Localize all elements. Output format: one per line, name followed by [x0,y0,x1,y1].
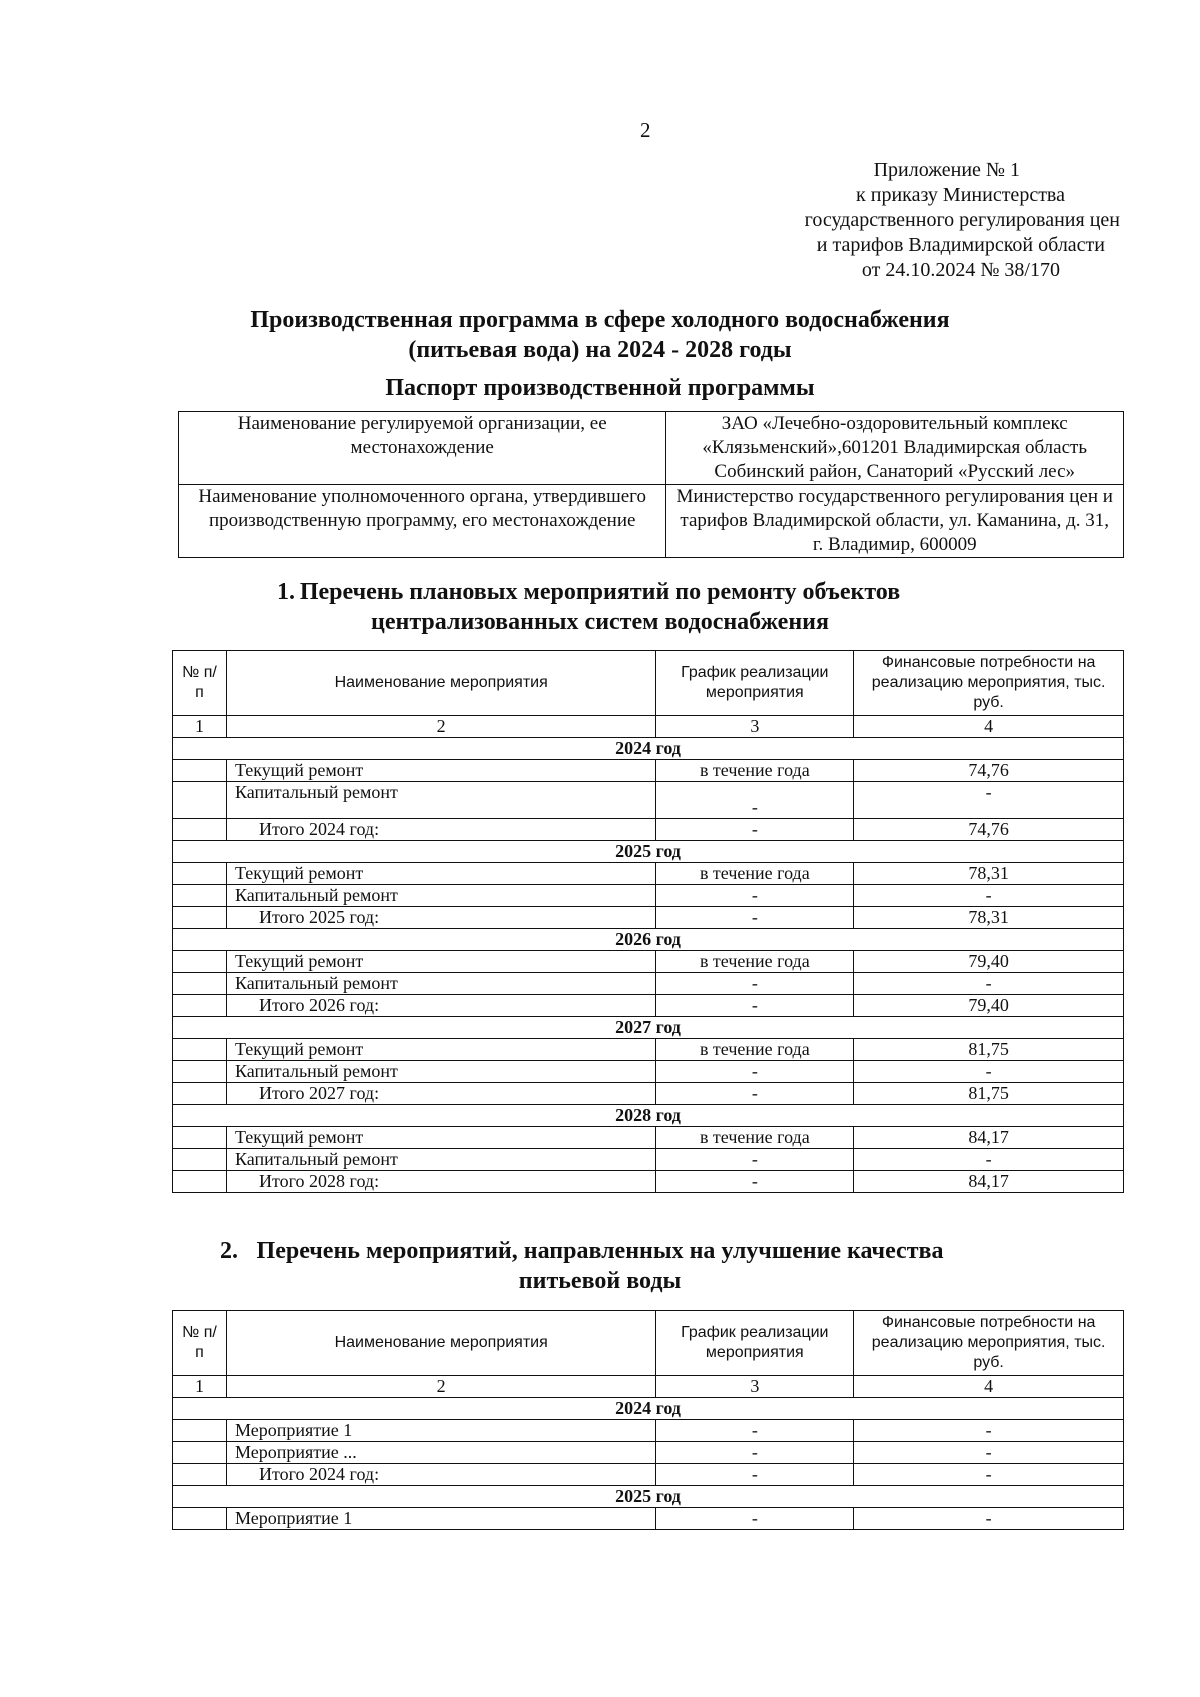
section-title-line: Перечень мероприятий, направленных на улучшение качества [256,1238,944,1264]
appendix-line: от 24.10.2024 № 38/170 [861,259,1060,281]
activity-name: Итого 2026 год: [226,995,655,1017]
row-number-cell [173,1442,227,1464]
finance-cell: - [854,1442,1124,1464]
activity-name: Итого 2025 год: [226,907,655,929]
col-header-name: Наименование мероприятия [226,1311,655,1376]
schedule-cell: - [656,819,854,841]
row-number-cell [173,1061,227,1083]
table-row [173,995,1124,1017]
activity-name: Итого 2024 год: [226,1464,655,1486]
schedule-cell: в течение года [656,951,854,973]
page-number: 2 [640,118,651,142]
passport-row [179,412,1124,485]
table-header-row [173,651,1124,716]
finance-cell: - [854,1464,1124,1486]
row-number-cell [173,1149,227,1171]
finance-cell: 79,40 [854,995,1124,1017]
section-title-line: централизованных систем водоснабжения [371,609,829,635]
finance-cell: - [854,973,1124,995]
section-1-table [172,650,1124,1193]
year-group-row [173,841,1124,863]
row-number-cell [173,782,227,819]
col-header-num: № п/п [173,651,227,716]
row-number-cell [173,907,227,929]
finance-cell: 81,75 [854,1039,1124,1061]
row-number-cell [173,1171,227,1193]
appendix-line: государственного регулирования цен [804,209,1120,231]
column-number-row [173,1376,1124,1398]
column-number-row [173,716,1124,738]
year-label: 2024 год [173,1398,1124,1420]
schedule-cell: - [656,995,854,1017]
passport-label: Наименование уполномоченного органа, утвердившего производственную программу, его местонахождение [179,485,666,558]
row-number-cell [173,1127,227,1149]
row-number-cell [173,760,227,782]
col-number: 4 [854,716,1124,738]
table-row [173,973,1124,995]
appendix-line: и тарифов Владимирской области [816,234,1105,256]
year-label: 2026 год [173,929,1124,951]
activity-name: Текущий ремонт [226,760,655,782]
table-row [173,1039,1124,1061]
section-2-table [172,1310,1124,1530]
section-title-line: питьевой воды [518,1268,682,1294]
schedule-cell: - [656,1442,854,1464]
table-row [173,1420,1124,1442]
year-group-row [173,1105,1124,1127]
year-label: 2025 год [173,1486,1124,1508]
table-row [173,1061,1124,1083]
col-number: 2 [226,716,655,738]
schedule-cell: - [656,782,854,819]
col-number: 1 [173,716,227,738]
table-row [173,1127,1124,1149]
col-number: 3 [656,716,854,738]
year-group-row [173,738,1124,760]
finance-cell: 79,40 [854,951,1124,973]
table-row [173,885,1124,907]
finance-cell: - [854,1508,1124,1530]
schedule-cell: в течение года [656,863,854,885]
row-number-cell [173,1508,227,1530]
row-number-cell [173,1039,227,1061]
schedule-cell: - [656,907,854,929]
table-row [173,1508,1124,1530]
table-row [173,951,1124,973]
table-row [173,760,1124,782]
row-number-cell [173,973,227,995]
col-header-schedule: График реализации мероприятия [656,1311,854,1376]
table-row [173,819,1124,841]
passport-table [178,411,1124,558]
section-2-heading [160,1236,1040,1296]
row-number-cell [173,885,227,907]
finance-cell: - [854,1061,1124,1083]
schedule-cell: в течение года [656,1039,854,1061]
year-group-row [173,1486,1124,1508]
activity-name: Текущий ремонт [226,951,655,973]
activity-name: Текущий ремонт [226,1127,655,1149]
year-group-row [173,1017,1124,1039]
col-number: 4 [854,1376,1124,1398]
col-header-num: № п/п [173,1311,227,1376]
finance-cell: 74,76 [854,819,1124,841]
title-line: (питьевая вода) на 2024 - 2028 годы [408,337,792,363]
schedule-cell: - [656,1508,854,1530]
year-label: 2028 год [173,1105,1124,1127]
year-group-row [173,929,1124,951]
table-header-row [173,1311,1124,1376]
section-number: 1. [277,579,295,605]
activity-name: Капитальный ремонт [226,1061,655,1083]
passport-value: ЗАО «Лечебно-оздоровительный комплекс «Клязьменский»,601201 Владимирская область Собинский район, Санаторий «Русский лес» [666,412,1124,485]
document-title [160,305,1040,365]
activity-name: Мероприятие 1 [226,1508,655,1530]
col-number: 1 [173,1376,227,1398]
schedule-cell: - [656,973,854,995]
activity-name: Итого 2028 год: [226,1171,655,1193]
finance-cell: 84,17 [854,1127,1124,1149]
schedule-cell: - [656,1171,854,1193]
table-row [173,1083,1124,1105]
table-row [173,1464,1124,1486]
section-1-heading [160,577,1040,637]
col-number: 3 [656,1376,854,1398]
activity-name: Итого 2027 год: [226,1083,655,1105]
activity-name: Капитальный ремонт [226,782,655,819]
table-row [173,1171,1124,1193]
finance-cell: 81,75 [854,1083,1124,1105]
finance-cell: 78,31 [854,863,1124,885]
finance-cell: - [854,885,1124,907]
activity-name: Мероприятие ... [226,1442,655,1464]
title-line: Производственная программа в сфере холодного водоснабжения [250,307,950,333]
schedule-cell: - [656,885,854,907]
finance-cell: 74,76 [854,760,1124,782]
year-group-row [173,1398,1124,1420]
row-number-cell [173,1464,227,1486]
schedule-cell: в течение года [656,760,854,782]
section-number: 2. [220,1238,238,1264]
activity-name: Текущий ремонт [226,863,655,885]
schedule-cell: - [656,1149,854,1171]
activity-name: Капитальный ремонт [226,973,655,995]
table-row [173,1442,1124,1464]
row-number-cell [173,1420,227,1442]
row-number-cell [173,951,227,973]
schedule-cell: - [656,1083,854,1105]
col-header-schedule: График реализации мероприятия [656,651,854,716]
appendix-line: Приложение № 1 [873,159,1020,181]
passport-row [179,485,1124,558]
section-title-line: Перечень плановых мероприятий по ремонту объектов [299,579,901,605]
table-row [173,863,1124,885]
activity-name: Капитальный ремонт [226,1149,655,1171]
row-number-cell [173,995,227,1017]
col-header-finance: Финансовые потребности на реализацию мероприятия, тыс. руб. [854,651,1124,716]
finance-cell: 78,31 [854,907,1124,929]
year-label: 2024 год [173,738,1124,760]
row-number-cell [173,1083,227,1105]
activity-name: Итого 2024 год: [226,819,655,841]
activity-name: Мероприятие 1 [226,1420,655,1442]
passport-label: Наименование регулируемой организации, ее местонахождение [179,412,666,485]
finance-cell: - [854,1149,1124,1171]
schedule-cell: в течение года [656,1127,854,1149]
finance-cell: 84,17 [854,1171,1124,1193]
appendix-line: к приказу Министерства [856,184,1065,206]
row-number-cell [173,863,227,885]
year-label: 2025 год [173,841,1124,863]
finance-cell: - [854,782,1124,819]
col-number: 2 [226,1376,655,1398]
col-header-name: Наименование мероприятия [226,651,655,716]
row-number-cell [173,819,227,841]
schedule-cell: - [656,1420,854,1442]
activity-name: Текущий ремонт [226,1039,655,1061]
schedule-cell: - [656,1464,854,1486]
finance-cell: - [854,1420,1124,1442]
table-row [173,1149,1124,1171]
year-label: 2027 год [173,1017,1124,1039]
table-row [173,782,1124,819]
passport-heading: Паспорт производственной программы [385,375,815,401]
col-header-finance: Финансовые потребности на реализацию мероприятия, тыс. руб. [854,1311,1124,1376]
activity-name: Капитальный ремонт [226,885,655,907]
schedule-cell: - [656,1061,854,1083]
table-row [173,907,1124,929]
passport-value: Министерство государственного регулирования цен и тарифов Владимирской области, ул. Каманина, д. 31, г. Владимир, 600009 [666,485,1124,558]
appendix-header [700,158,1120,283]
